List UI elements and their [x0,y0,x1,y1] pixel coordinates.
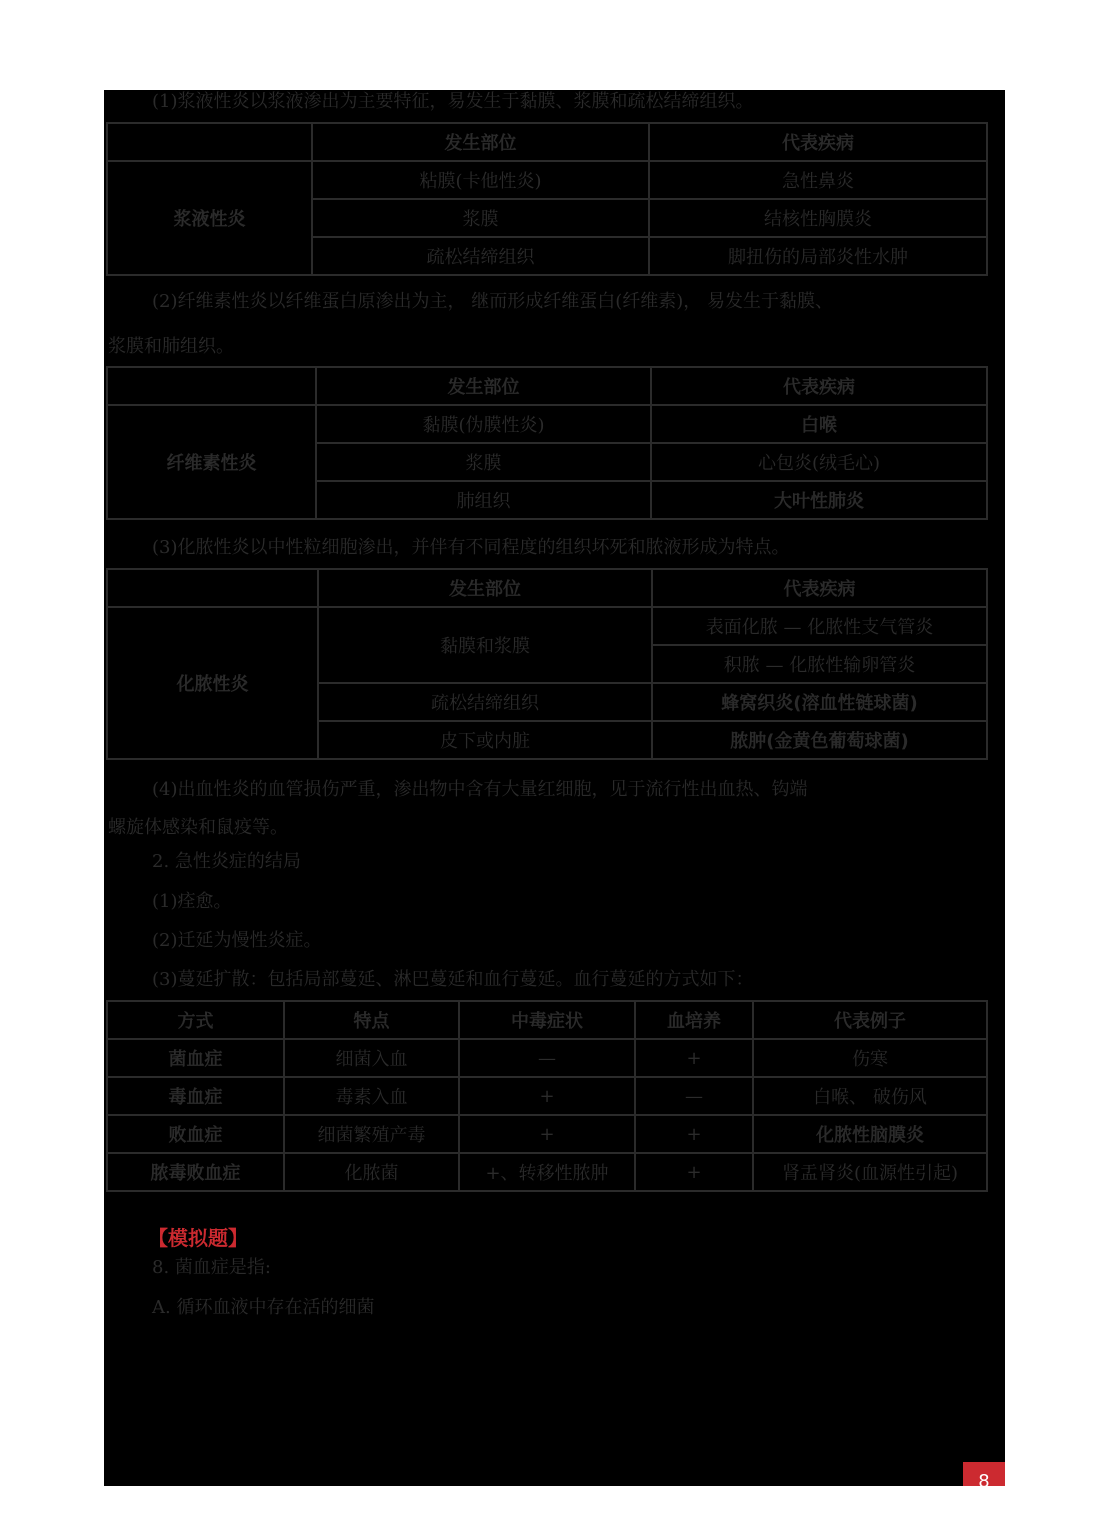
disease-cell: 积脓 — 化脓性输卵管炎 [652,645,987,683]
toxic-cell: + [459,1077,635,1115]
table-header-row [107,569,987,607]
outcomes-heading: 2. 急性炎症的结局 [152,851,301,872]
outcome-item-1: (1)痊愈。 [152,891,232,912]
serous-inflammation-intro: (1)浆液性炎以浆液渗出为主要特征，易发生于黏膜、浆膜和疏松结缔组织。 [152,91,754,112]
suppurative-inflammation-table [106,568,988,760]
header-blank [107,569,318,607]
disease-cell: 脓肿(金黄色葡萄球菌) [652,721,987,759]
culture-cell: + [635,1115,753,1153]
header-blank [107,123,312,161]
site-cell: 粘膜(卡他性炎) [312,161,649,199]
header-site: 发生部位 [312,123,649,161]
culture-cell: — [635,1077,753,1115]
site-cell: 黏膜和浆膜 [318,607,652,683]
page-number-badge [963,1462,1005,1486]
site-cell: 浆膜 [312,199,649,237]
toxic-cell: — [459,1039,635,1077]
table-row [107,1153,987,1191]
example-cell: 伤寒 [753,1039,987,1077]
disease-cell: 表面化脓 — 化脓性支气管炎 [652,607,987,645]
culture-cell: + [635,1153,753,1191]
type-label: 纤维素性炎 [107,405,316,519]
suppurative-inflammation-intro: (3)化脓性炎以中性粒细胞渗出，并伴有不同程度的组织坏死和脓液形成为特点。 [152,537,790,558]
practice-question: 8. 菌血症是指: [152,1257,271,1278]
type-cell: 菌血症 [107,1039,284,1077]
fibrinous-inflammation-table [106,366,988,520]
serous-inflammation-table [106,122,988,276]
header-example: 代表例子 [753,1001,987,1039]
hemorrhagic-inflammation-line2: 螺旋体感染和鼠疫等。 [108,817,288,838]
site-cell: 浆膜 [316,443,651,481]
table-header-row [107,1001,987,1039]
table-row [107,1077,987,1115]
site-cell: 疏松结缔组织 [312,237,649,275]
page-number: 8 [978,1471,990,1486]
header-site: 发生部位 [316,367,651,405]
document-page [104,90,1005,1486]
disease-cell: 蜂窝织炎(溶血性链球菌) [652,683,987,721]
feature-cell: 毒素入血 [284,1077,459,1115]
fibrinous-inflammation-intro-line1: (2)纤维素性炎以纤维蛋白原渗出为主， 继而形成纤维蛋白(纤维素)， 易发生于黏膜、 [152,291,833,312]
disease-cell: 急性鼻炎 [649,161,987,199]
header-culture: 血培养 [635,1001,753,1039]
practice-section-tag: 【模拟题】 [148,1226,248,1250]
table-header-row [107,123,987,161]
site-cell: 疏松结缔组织 [318,683,652,721]
feature-cell: 化脓菌 [284,1153,459,1191]
disease-cell: 大叶性肺炎 [651,481,987,519]
disease-cell: 脚扭伤的局部炎性水肿 [649,237,987,275]
outcome-item-2: (2)迁延为慢性炎症。 [152,930,322,951]
disease-cell: 心包炎(绒毛心) [651,443,987,481]
table-row [107,161,987,199]
header-disease: 代表疾病 [652,569,987,607]
site-cell: 皮下或内脏 [318,721,652,759]
site-cell: 肺组织 [316,481,651,519]
header-toxic: 中毒症状 [459,1001,635,1039]
culture-cell: + [635,1039,753,1077]
example-cell: 白喉、 破伤风 [753,1077,987,1115]
table-header-row [107,367,987,405]
hematogenous-spread-table [106,1000,988,1192]
example-cell: 化脓性脑膜炎 [753,1115,987,1153]
feature-cell: 细菌繁殖产毒 [284,1115,459,1153]
header-blank [107,367,316,405]
toxic-cell: +、转移性脓肿 [459,1153,635,1191]
practice-option-a: A. 循环血液中存在活的细菌 [152,1297,375,1318]
type-cell: 脓毒败血症 [107,1153,284,1191]
feature-cell: 细菌入血 [284,1039,459,1077]
type-label: 浆液性炎 [107,161,312,275]
toxic-cell: + [459,1115,635,1153]
disease-cell: 白喉 [651,405,987,443]
fibrinous-inflammation-intro-line2: 浆膜和肺组织。 [108,336,234,357]
type-label: 化脓性炎 [107,607,318,759]
example-cell: 肾盂肾炎(血源性引起) [753,1153,987,1191]
hemorrhagic-inflammation-line1: (4)出血性炎的血管损伤严重，渗出物中含有大量红细胞，见于流行性出血热、钩端 [152,779,808,800]
header-disease: 代表疾病 [651,367,987,405]
site-cell: 黏膜(伪膜性炎) [316,405,651,443]
header-disease: 代表疾病 [649,123,987,161]
header-feature: 特点 [284,1001,459,1039]
table-row [107,607,987,645]
header-site: 发生部位 [318,569,652,607]
type-cell: 毒血症 [107,1077,284,1115]
table-row [107,1115,987,1153]
header-type: 方式 [107,1001,284,1039]
table-row [107,405,987,443]
disease-cell: 结核性胸膜炎 [649,199,987,237]
outcome-item-3: (3)蔓延扩散：包括局部蔓延、淋巴蔓延和血行蔓延。血行蔓延的方式如下： [152,969,754,990]
table-row [107,1039,987,1077]
type-cell: 败血症 [107,1115,284,1153]
